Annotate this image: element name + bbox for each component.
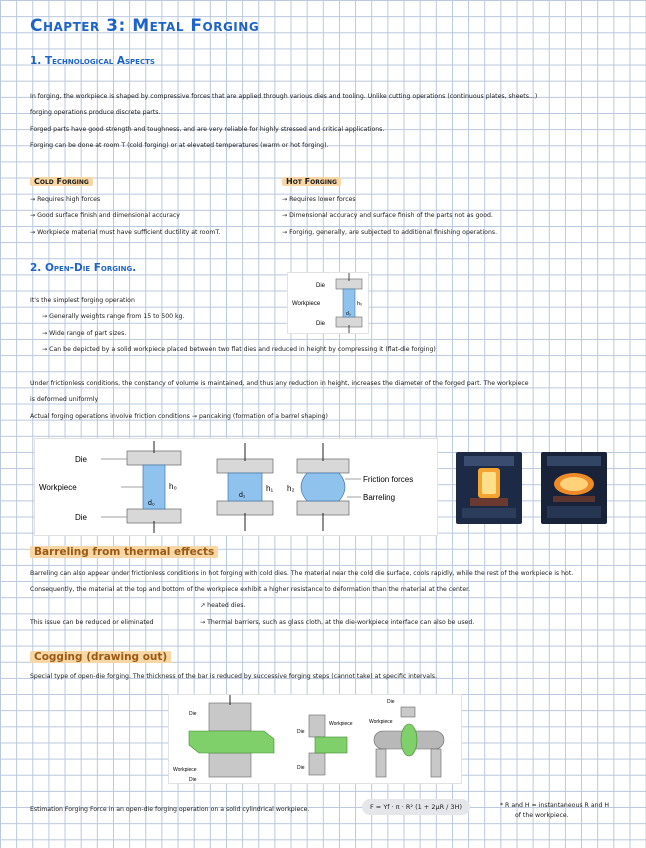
s2-line-1: Under frictionless conditions, the constancy of volume is maintained, and thus any reduction in height, increases the diameter of the forged part. The workpiece: [30, 380, 529, 387]
cog-workpiece-label-2: Workpiece: [329, 721, 353, 727]
s1-line-4: Forging can be done at room T (cold forging) or at elevated temperatures (warm or hot forging).: [30, 142, 329, 149]
cog-die-label-4: Die: [297, 765, 305, 771]
label-d1: d₁: [239, 492, 246, 499]
stage-frictionless: [217, 443, 273, 531]
barreling-prefix: This issue can be reduced or eliminated: [30, 619, 154, 626]
cog-die-label-5: Die: [387, 699, 395, 705]
s2-bullet-2: → Wide range of part sizes.: [42, 330, 127, 337]
barreling-branch-1: ↗ heated dies.: [200, 602, 246, 609]
main-workpiece-label: Workpiece: [39, 483, 77, 492]
cogging-line: Special type of open-die forging. The thickness of the bar is reduced by successive forging steps (cannot take) at specific intervals.: [30, 673, 437, 680]
hot-forging-photo-1: [456, 452, 522, 524]
label-d0: d₀: [148, 500, 155, 507]
estimation-note-1: * R and H = instantaneous R and H: [500, 802, 610, 809]
open-die-main-diagram: [34, 438, 438, 536]
s1-line-2: forging operations produce discrete parts.: [30, 109, 161, 116]
small-workpiece-label: Workpiece: [292, 301, 321, 307]
s1-line-3: Forged parts have good strength and toughness, and are very reliable for highly stressed and critical applications.: [30, 126, 385, 133]
s1-line-1: In forging, the workpiece is shaped by compressive forces that are applied through various dies and tooling. Unlike cutting operations (continuous plates, sheets...): [30, 93, 538, 100]
stage-barreling: [287, 443, 413, 531]
small-die-label-top: Die: [316, 283, 326, 289]
cog-die-label-1: Die: [189, 711, 197, 717]
hot-item-2: → Dimensional accuracy and surface finish of the parts not as good.: [282, 212, 493, 219]
small-d-label: d₀: [346, 311, 351, 317]
cogging-view-2: [297, 715, 353, 775]
hot-forging-title: Hot Forging: [282, 177, 341, 186]
s2-bullet-3: → Can be depicted by a solid workpiece placed between two flat dies and reduced in height by compressing it (flat-die forging): [42, 346, 436, 353]
cold-forging-title: Cold Forging: [30, 177, 93, 186]
section-2-heading: 2. Open-Die Forging.: [30, 262, 137, 274]
main-die-label-top: Die: [75, 455, 88, 464]
open-die-small-diagram: [287, 272, 369, 334]
label-h2: h₂: [287, 484, 295, 493]
cold-item-2: → Good surface finish and dimensional accuracy: [30, 212, 180, 219]
cold-item-3: → Workpiece material must have sufficient ductility at roomT.: [30, 229, 221, 236]
estimation-note-2: of the workpiece.: [515, 812, 569, 819]
cogging-diagram: [168, 694, 462, 784]
small-die-label-bottom: Die: [316, 321, 326, 327]
cog-workpiece-label-1: Workpiece: [173, 767, 197, 773]
cogging-heading: Cogging (drawing out): [30, 651, 171, 663]
cogging-view-3: [369, 699, 444, 777]
s2-bullet-1: → Generally weights range from 15 to 500 kg.: [42, 313, 185, 320]
s2-intro: It's the simplest forging operation: [30, 297, 135, 304]
page-title: Chapter 3: Metal Forging: [30, 16, 260, 36]
barreling-line-2: Consequently, the material at the top and bottom of the workpiece exhibit a higher resistance to deformation than the material at the center.: [30, 586, 471, 593]
hot-item-1: → Requires lower forces: [282, 196, 356, 203]
label-h1: h₁: [266, 484, 274, 493]
hot-item-3: → Forging, generally, are subjected to additional finishing operations.: [282, 229, 498, 236]
estimation-text: Estimation Forging Force in an open-die forging operation on a solid cylindrical workpiece.: [30, 806, 310, 813]
label-barreling: Barreling: [363, 493, 396, 502]
stage-initial: [39, 441, 181, 533]
barreling-heading: Barreling from thermal effects: [30, 546, 218, 558]
section-1-heading: 1. Technological Aspects: [30, 55, 155, 67]
hot-forging-photo-2: [541, 452, 607, 524]
cog-workpiece-label-3: Workpiece: [369, 719, 393, 725]
label-friction: Friction forces: [363, 475, 414, 484]
main-die-label-bottom: Die: [75, 513, 88, 522]
s2-line-2: is deformed uniformly: [30, 396, 99, 403]
cog-die-label-3: Die: [297, 729, 305, 735]
cog-die-label-2: Die: [189, 777, 197, 783]
barreling-line-1: Barreling can also appear under frictionless conditions in hot forging with cold dies. The material near the cold die surface, cools rapidly, while the rest of the workpiece is hot.: [30, 570, 574, 577]
cogging-view-1: [173, 695, 274, 783]
cold-item-1: → Requires high forces: [30, 196, 101, 203]
label-h0: h₀: [169, 482, 177, 491]
s2-line-3: Actual forging operations involve friction conditions → pancaking (formation of a barrel shaping): [30, 413, 328, 420]
barreling-branch-2: → Thermal barriers, such as glass cloth, at the die-workpiece interface can also be used.: [200, 619, 475, 626]
small-h-label: h₀: [357, 301, 363, 307]
forging-force-formula: F = Yf · π · R² (1 + 2μR / 3H): [362, 799, 470, 815]
